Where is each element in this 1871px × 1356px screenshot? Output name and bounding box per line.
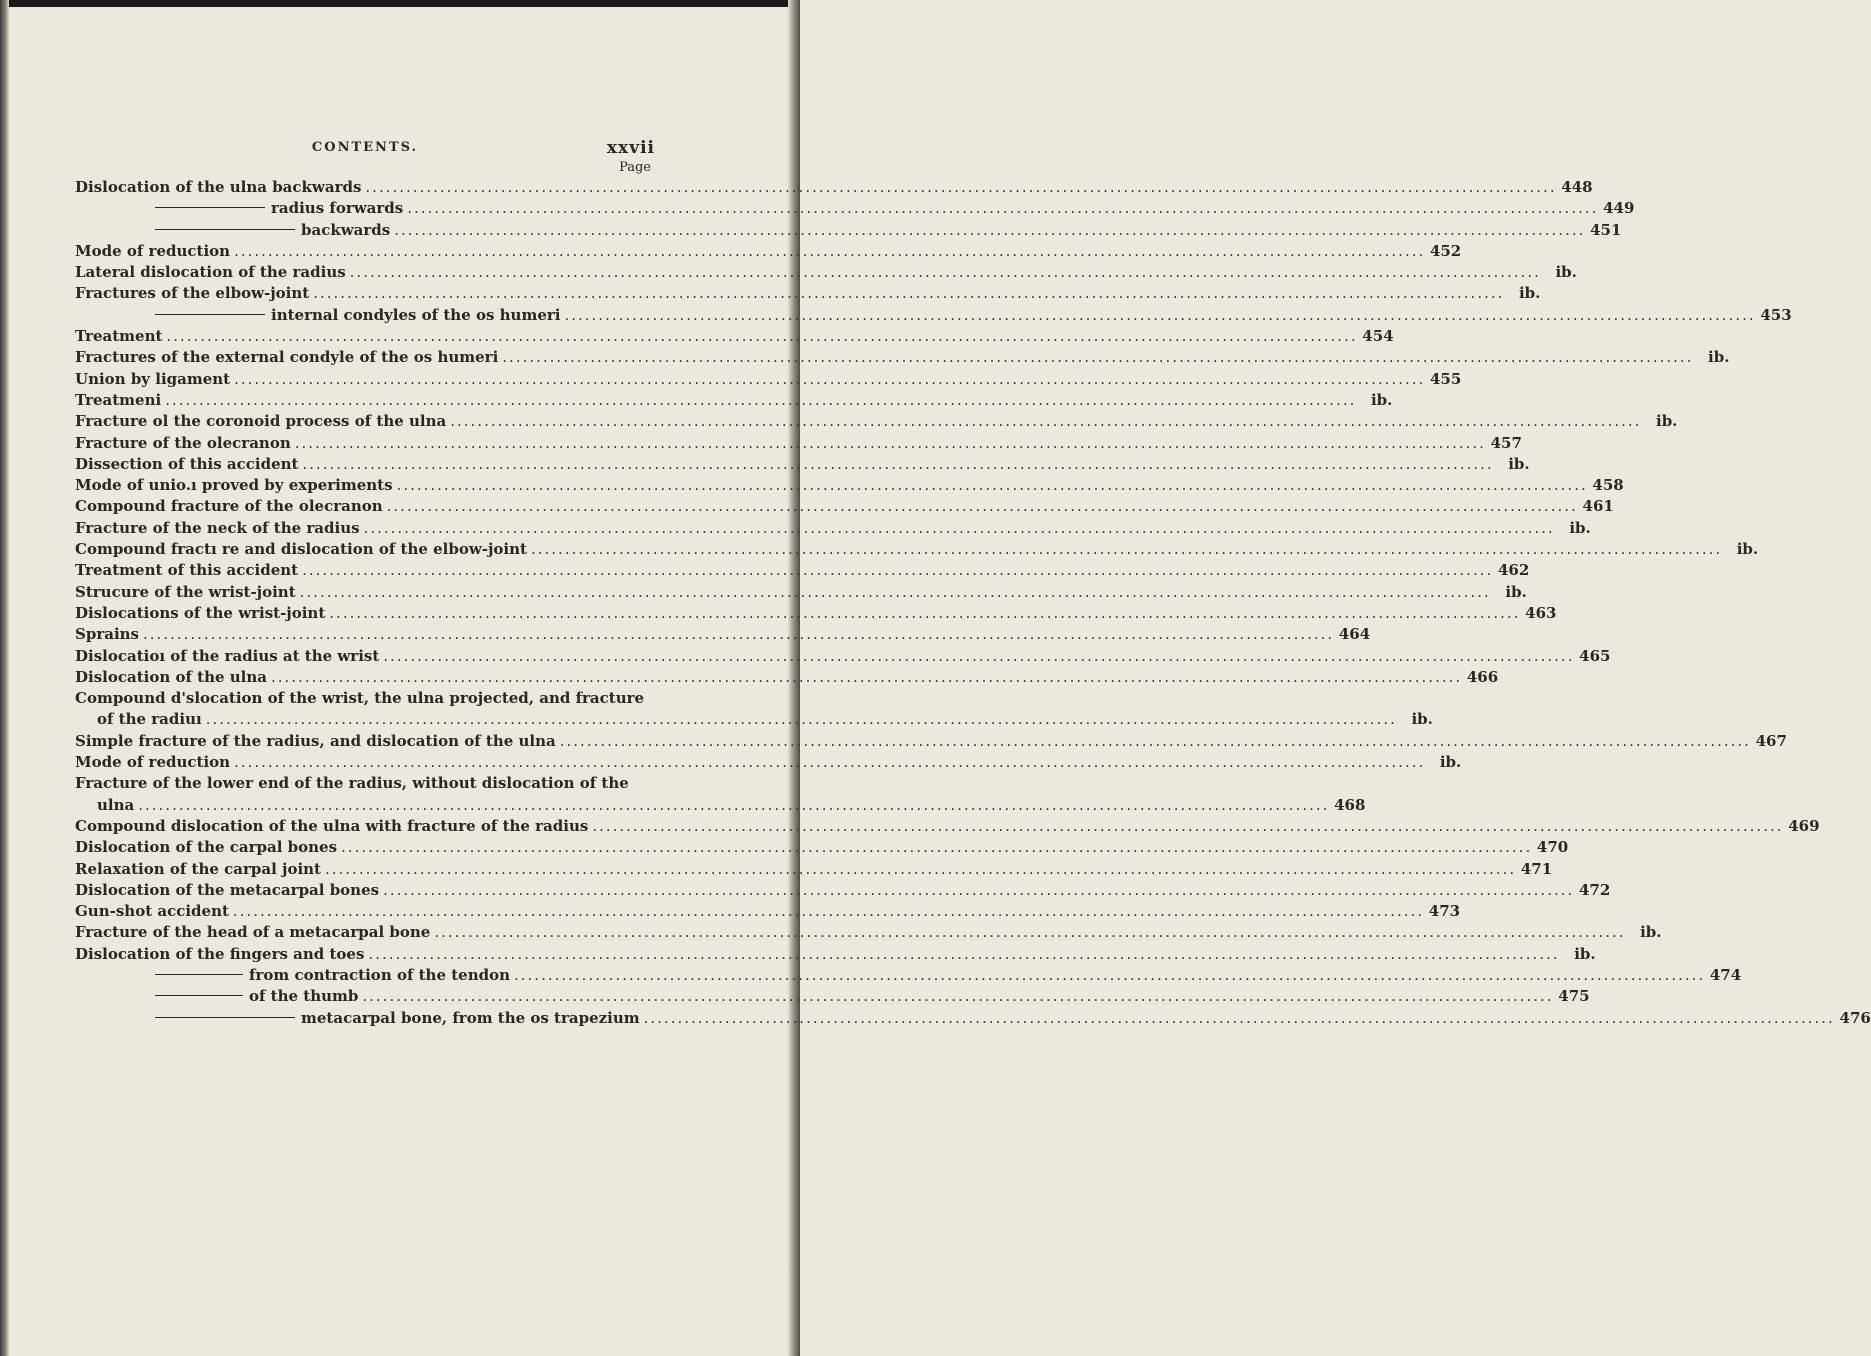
contents-entry [75, 731, 1787, 752]
entry-title: Gun-shot accident [75, 902, 229, 921]
leader-dots [394, 220, 1585, 241]
entry-page-number: 461 [1582, 497, 1614, 516]
entry-title: Compound fractı re and dislocation of the elbow-joint [75, 540, 527, 559]
entry-title: Union by ligament [75, 369, 231, 388]
entry-title: of the radiuı [97, 710, 202, 729]
entry-page-number: 468 [1334, 795, 1366, 814]
leader-dots [434, 922, 1625, 943]
entry-title: Dislocation of the metacarpal bones [75, 880, 380, 899]
entry-page-number: 466 [1466, 667, 1499, 686]
leader-dots [271, 667, 1462, 688]
entry-title: Fractures of the external condyle of the os humeri [75, 348, 499, 367]
entry-page-number: ib. [1505, 582, 1527, 601]
leader-dots [233, 901, 1424, 922]
entry-page-number: ib. [1555, 263, 1577, 282]
entry-title: from contraction of the tendon [249, 965, 510, 984]
entry-title: Dislocation of the fingers and toes [75, 944, 365, 963]
contents-entry [75, 837, 1569, 858]
contents-entry [75, 1008, 1871, 1029]
entry-page-number: ib. [1518, 284, 1541, 303]
leader-dots [206, 709, 1397, 730]
entry-title: Dissection of this accident [75, 454, 299, 473]
entry-page-number: 473 [1428, 902, 1461, 921]
entry-title: metacarpal bone, from the os trapezium [301, 1008, 640, 1027]
entry-title: Sprains [75, 625, 139, 644]
entry-title: Fracture of the neck of the radius [75, 518, 360, 537]
contents-entry [75, 390, 1393, 411]
entry-title: Treatment of this accident [75, 561, 299, 580]
contents-entry [75, 646, 1611, 667]
contents-entry [75, 283, 1541, 304]
entry-title: Dislocation of the ulna backwards [75, 178, 362, 196]
leader-dots [560, 731, 1751, 752]
leader-dots [450, 411, 1641, 432]
entry-title: Fracture of the head of a metacarpal bone [75, 923, 431, 942]
contents-entry [75, 859, 1553, 880]
leader-dots [644, 1008, 1835, 1029]
entry-page-number: 462 [1497, 561, 1530, 580]
leader-dots [502, 347, 1693, 368]
contents-entry [75, 880, 1611, 901]
contents-entry [75, 326, 1394, 347]
entry-title: Fracture of the olecranon [75, 433, 291, 452]
page-header [75, 128, 655, 158]
scan-left-edge [0, 0, 9, 1356]
entry-title: Dislocation of the carpal bones [75, 838, 338, 857]
contents-entry [75, 688, 655, 709]
entry-title: Compound fracture of the olecranon [75, 497, 383, 516]
leader-dots [234, 752, 1425, 773]
leader-dots [397, 475, 1588, 496]
entry-title: Fractures of the elbow-joint [75, 284, 310, 303]
leader-dots [368, 944, 1559, 965]
contents-entry [75, 603, 1557, 624]
contents-entry [75, 475, 1624, 496]
entry-page-number: 467 [1755, 731, 1787, 750]
contents-entry [75, 220, 1622, 241]
leader-dots [138, 795, 1329, 816]
leader-dots [365, 177, 1556, 198]
entry-title: internal condyles of the os humeri [271, 305, 561, 324]
entry-page-number: ib. [1574, 944, 1596, 963]
entry-page-number: 475 [1558, 987, 1590, 1006]
ditto-dash [155, 995, 243, 996]
page-title: CONTENTS. [311, 140, 419, 155]
entry-title: radius forwards [271, 199, 404, 218]
entry-page-number: ib. [1411, 710, 1433, 729]
page-column-label: Page [619, 160, 651, 175]
contents-entry [75, 986, 1590, 1007]
entry-page-number: 448 [1561, 178, 1593, 196]
contents-entry [75, 433, 1522, 454]
contents-entry [75, 965, 1742, 986]
entry-title: Relaxation of the carpal joint [75, 859, 321, 878]
entry-title: Compound dislocation of the ulna with fracture of the radius [75, 816, 589, 835]
leader-dots [514, 965, 1705, 986]
contents-entry [75, 496, 1614, 517]
contents-entry [75, 582, 1527, 603]
contents-entry [75, 922, 1662, 943]
contents-entry [75, 816, 1820, 837]
leader-dots [165, 390, 1356, 411]
contents-entry [75, 752, 1462, 773]
entry-title: Dislocation of the ulna [75, 667, 267, 686]
leader-dots [407, 198, 1598, 219]
leader-dots [295, 433, 1486, 454]
leader-dots [302, 560, 1493, 581]
contents-entry [75, 901, 1461, 922]
entry-title: Mode of reduction [75, 241, 231, 260]
scan-top-edge [0, 0, 800, 7]
leader-dots [325, 859, 1516, 880]
contents-entry [75, 624, 1371, 645]
entry-title: Fracture ol the coronoid process of the ulna [75, 412, 447, 431]
leader-dots [364, 518, 1555, 539]
ditto-dash [155, 207, 265, 208]
entry-title: Compound d'slocation of the wrist, the ulna projected, and fracture [75, 689, 645, 708]
ditto-dash [155, 314, 265, 315]
leader-dots [341, 837, 1532, 858]
entry-page-number: 451 [1590, 220, 1622, 239]
leader-dots [387, 496, 1578, 517]
leader-dots [234, 241, 1425, 262]
contents-entry [75, 667, 1499, 688]
contents-entry [75, 241, 1462, 262]
entry-page-number: 453 [1760, 305, 1792, 324]
entry-page-number: 464 [1338, 625, 1371, 644]
page-number-roman: xxvii [606, 138, 655, 158]
contents-entry [75, 177, 1593, 198]
contents-entry [75, 518, 1591, 539]
leader-dots [234, 369, 1425, 390]
entry-page-number: ib. [1508, 454, 1530, 473]
contents-entry [75, 795, 1366, 816]
contents-entry [75, 305, 1792, 326]
entry-page-number: 471 [1520, 859, 1553, 878]
entry-page-number: 476 [1839, 1008, 1871, 1027]
entry-page-number: 455 [1429, 369, 1462, 388]
entry-title: Treatmeni [75, 390, 162, 409]
leader-dots [350, 262, 1541, 283]
entry-page-number: 454 [1362, 327, 1394, 346]
entry-page-number: 457 [1490, 433, 1522, 452]
entry-page-number: 452 [1429, 241, 1462, 260]
entry-page-number: ib. [1736, 540, 1759, 559]
entry-page-number: 472 [1578, 880, 1611, 899]
entry-title: Treatment [75, 327, 163, 346]
entry-title: of the thumb [249, 987, 359, 1006]
contents-entry [75, 773, 655, 794]
entry-page-number: 458 [1592, 476, 1624, 495]
contents-entry [75, 560, 1530, 581]
leader-dots [313, 283, 1504, 304]
entry-page-number: ib. [1439, 753, 1462, 772]
leader-dots [302, 454, 1493, 475]
entry-page-number: 469 [1788, 816, 1820, 835]
entry-title: Simple fracture of the radius, and dislocation of the ulna [75, 731, 556, 750]
entry-page-number: 449 [1603, 199, 1635, 218]
contents-entry [75, 411, 1678, 432]
entry-title: Dislocations of the wrist-joint [75, 603, 326, 622]
leader-dots [383, 646, 1574, 667]
entry-title: Fracture of the lower end of the radius, without dislocation of the [75, 774, 629, 793]
contents-entry [75, 347, 1730, 368]
ditto-dash [155, 229, 295, 230]
entry-title: Mode of unio.ı proved by experiments [75, 476, 393, 495]
ditto-dash [155, 974, 243, 975]
contents-entry [75, 709, 1433, 730]
leader-dots [143, 624, 1334, 645]
entry-title: Strucure of the wrist-joint [75, 582, 296, 601]
entry-page-number: 470 [1536, 838, 1569, 857]
entry-page-number: ib. [1569, 518, 1591, 537]
contents-entry [75, 369, 1462, 390]
leader-dots [383, 880, 1574, 901]
contents-entry [75, 198, 1635, 219]
entry-page-number: 463 [1525, 603, 1557, 622]
leader-dots [592, 816, 1783, 837]
entry-title: backwards [301, 220, 391, 239]
entry-title: Dislocatioı of the radius at the wrist [75, 646, 380, 665]
ditto-dash [155, 1017, 295, 1018]
contents-entry [75, 454, 1530, 475]
entry-page-number: ib. [1640, 923, 1662, 942]
leader-dots [329, 603, 1520, 624]
contents-list [75, 177, 1871, 1029]
leader-dots [362, 986, 1553, 1007]
leader-dots [531, 539, 1722, 560]
contents-entry [75, 539, 1759, 560]
entry-page-number: 465 [1579, 646, 1611, 665]
leader-dots [166, 326, 1357, 347]
contents-page [75, 128, 1871, 1029]
entry-page-number: ib. [1370, 390, 1393, 409]
entry-page-number: ib. [1708, 348, 1730, 367]
leader-dots [564, 305, 1755, 326]
entry-title: ulna [97, 795, 135, 814]
entry-title: Mode of reduction [75, 753, 231, 772]
entry-page-number: ib. [1656, 412, 1678, 431]
leader-dots [300, 582, 1491, 603]
contents-entry [75, 944, 1596, 965]
contents-entry [75, 262, 1577, 283]
entry-page-number: 474 [1709, 965, 1742, 984]
entry-title: Lateral dislocation of the radius [75, 263, 346, 282]
